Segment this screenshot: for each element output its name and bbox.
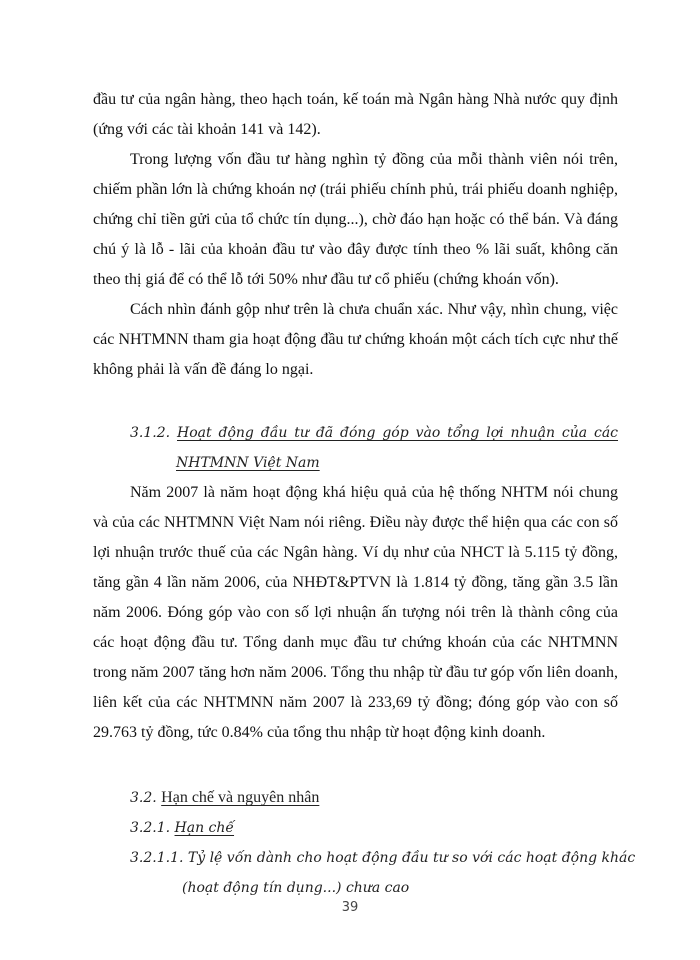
- text-line: chứng chỉ tiền gửi của tổ chức tín dụng...), chờ đáo hạn hoặc có thể bán. Và đáng: [93, 211, 618, 228]
- heading-number: 3.2.1.: [130, 820, 171, 836]
- text-line: lợi nhuận trước thuế của các Ngân hàng. Ví dụ như của NHCT là 5.115 tỷ đồng,: [93, 544, 618, 561]
- section-heading-3-2-1-1: 3.2.1.1. Tỷ lệ vốn dành cho hoạt động đầu tư so với các hoạt động khác: [130, 850, 636, 866]
- text-line: và của các NHTMNN Việt Nam nói riêng. Điều này được thể hiện qua các con số: [93, 514, 618, 531]
- section-heading-3-2-1: [93, 813, 618, 843]
- page-number: 39: [341, 900, 359, 915]
- text-line: chiếm phần lớn là chứng khoán nợ (trái phiếu chính phủ, trái phiếu doanh nghiệp,: [93, 181, 618, 198]
- text-line: trong năm 2007 tăng hơn năm 2006. Tổng thu nhập từ đầu tư góp vốn liên doanh,: [93, 664, 618, 681]
- heading-number: 3.1.2.: [130, 425, 171, 441]
- text-line: Trong lượng vốn đầu tư hàng nghìn tỷ đồng của mỗi thành viên nói trên,: [130, 151, 618, 168]
- text-line: Cách nhìn đánh gộp như trên là chưa chuẩn xác. Như vậy, nhìn chung, việc: [130, 301, 618, 318]
- heading-title: Hạn chế: [174, 820, 235, 836]
- document-page: [93, 85, 636, 903]
- section-heading-3-1-2: [93, 418, 618, 448]
- heading-title: Hạn chế và nguyên nhân: [161, 789, 320, 806]
- text-line: 29.763 tỷ đồng, tức 0.84% của tổng thu nhập từ hoạt động kinh doanh.: [93, 724, 546, 741]
- text-line: tăng gần 4 lần năm 2006, của NHĐT&PTVN là 1.814 tỷ đồng, tăng gần 3.5 lần: [93, 574, 618, 591]
- text-line: (ứng với các tài khoản 141 và 142).: [93, 121, 321, 138]
- text-line: các NHTMNN tham gia hoạt động đầu tư chứng khoán một cách tích cực như thế: [93, 331, 618, 348]
- text-line: Năm 2007 là năm hoạt động khá hiệu quả của hệ thống NHTM nói chung: [130, 484, 618, 501]
- text-line: không phải là vấn đề đáng lo ngại.: [93, 361, 314, 378]
- text-line: các hoạt động đầu tư. Tổng danh mục đầu tư chứng khoán của các NHTMNN: [93, 634, 618, 651]
- spacer: [93, 748, 618, 778]
- heading-title: Hoạt động đầu tư đã đóng góp vào tổng lợi nhuận của các: [177, 425, 619, 441]
- spacer: [93, 385, 618, 415]
- text-line: liên kết của các NHTMNN năm 2007 là 233,69 tỷ đồng; đóng góp vào con số: [93, 694, 618, 711]
- section-heading-3-1-2-cont: [93, 448, 618, 478]
- section-heading-3-2: [93, 783, 618, 813]
- text-line: đầu tư của ngân hàng, theo hạch toán, kế toán mà Ngân hàng Nhà nước quy định: [93, 91, 618, 108]
- heading-title: NHTMNN Việt Nam: [176, 455, 320, 471]
- section-heading-3-2-1-1-cont: (hoạt động tín dụng...) chưa cao: [182, 880, 410, 896]
- heading-number: 3.2.: [130, 790, 157, 806]
- text-line: năm 2006. Đóng góp vào con số lợi nhuận ấn tượng nói trên là thành công của: [93, 604, 618, 621]
- text-line: chú ý là lỗ - lãi của khoản đầu tư vào đây được tính theo % lãi suất, không căn: [93, 241, 618, 258]
- text-line: theo thị giá để có thể lỗ tới 50% như đầu tư cổ phiếu (chứng khoán vốn).: [93, 271, 559, 288]
